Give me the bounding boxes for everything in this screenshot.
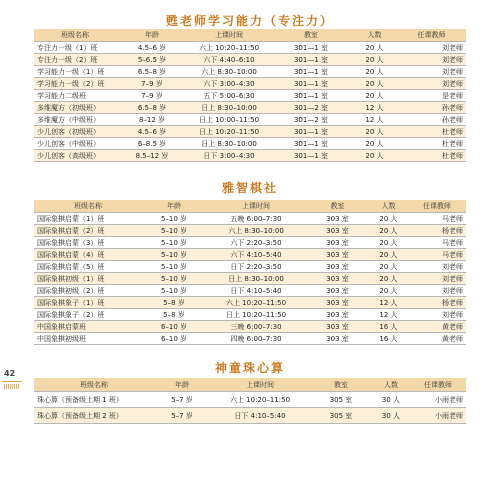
table-cell: 国际象棋启蒙（5）班 bbox=[34, 261, 142, 273]
table-row bbox=[34, 213, 466, 225]
table-cell: 六上 8:30–10:00 bbox=[206, 225, 306, 237]
table-cell: 日上 8:30–10:00 bbox=[206, 273, 306, 285]
table-cell: 5–10 岁 bbox=[142, 261, 206, 273]
table-cell: 国际象棋初级（1）班 bbox=[34, 273, 142, 285]
page-number-rule bbox=[2, 381, 22, 382]
table-cell: 少儿创客（高级班） bbox=[34, 150, 116, 162]
table-cell: 刘老师 bbox=[397, 78, 466, 90]
table-cell: 六下 4:40–6:10 bbox=[188, 54, 270, 66]
table-cell: 20 人 bbox=[369, 213, 408, 225]
table-cell: 马老师 bbox=[408, 237, 466, 249]
table-cell: 5–10 岁 bbox=[142, 249, 206, 261]
column-header: 年龄 bbox=[116, 29, 188, 42]
table-cell: 日上 10:00–11:50 bbox=[188, 114, 270, 126]
section-title-chess: 雅智棋社 bbox=[221, 181, 278, 195]
table-row bbox=[34, 285, 466, 297]
table-cell: 301—1 室 bbox=[270, 126, 352, 138]
table-cell: 六上 10:20–11:50 bbox=[206, 297, 306, 309]
table-cell: 6.5–8 岁 bbox=[116, 102, 188, 114]
table-cell: 303 室 bbox=[306, 273, 369, 285]
table-cell: 刘老师 bbox=[408, 273, 466, 285]
table-cell: 马老师 bbox=[408, 249, 466, 261]
table-cell: 国际象棋启蒙（3）班 bbox=[34, 237, 142, 249]
column-header: 人数 bbox=[372, 378, 410, 392]
table-row bbox=[34, 237, 466, 249]
table-row bbox=[34, 273, 466, 285]
table-cell: 专注力一级（2）班 bbox=[34, 54, 116, 66]
table-cell: 6.5–8 岁 bbox=[116, 66, 188, 78]
table-row bbox=[34, 261, 466, 273]
table-cell: 刘老师 bbox=[397, 66, 466, 78]
table-cell: 杜老师 bbox=[397, 138, 466, 150]
table-cell: 303 室 bbox=[306, 225, 369, 237]
table-cell: 国际象棋象子（1）班 bbox=[34, 297, 142, 309]
column-header: 年龄 bbox=[142, 200, 206, 213]
column-header: 教室 bbox=[310, 378, 372, 392]
column-header: 任课教师 bbox=[397, 29, 466, 42]
table-cell: 6–10 岁 bbox=[142, 321, 206, 333]
table-cell: 刘老师 bbox=[397, 54, 466, 66]
table-cell: 刘老师 bbox=[408, 261, 466, 273]
table-cell: 20 人 bbox=[352, 90, 397, 102]
table-cell: 303 室 bbox=[306, 237, 369, 249]
table-header-row bbox=[34, 200, 466, 213]
table-cell: 12 人 bbox=[369, 309, 408, 321]
table-cell: 5–10 岁 bbox=[142, 213, 206, 225]
table-cell: 20 人 bbox=[352, 78, 397, 90]
table-row bbox=[34, 392, 466, 408]
table-cell: 多维魔方（中级班） bbox=[34, 114, 116, 126]
section-title-abacus: 神童珠心算 bbox=[214, 361, 285, 375]
table-cell: 301—1 室 bbox=[270, 42, 352, 54]
table-row bbox=[34, 225, 466, 237]
table-cell: 5–10 岁 bbox=[142, 237, 206, 249]
table-cell: 小雨老师 bbox=[410, 408, 466, 424]
table-cell: 6–8.5 岁 bbox=[116, 138, 188, 150]
table-cell: 301—2 室 bbox=[270, 114, 352, 126]
table-cell: 杨老师 bbox=[408, 225, 466, 237]
table-cell: 20 人 bbox=[369, 261, 408, 273]
table-cell: 30 人 bbox=[372, 392, 410, 408]
table-cell: 日上 10:20–11:50 bbox=[188, 126, 270, 138]
table-cell: 孙老师 bbox=[397, 102, 466, 114]
table-cell: 301—1 室 bbox=[270, 90, 352, 102]
table-cell: 六下 3:00–4:30 bbox=[188, 78, 270, 90]
table-cell: 马老师 bbox=[408, 213, 466, 225]
table-cell: 301—1 室 bbox=[270, 138, 352, 150]
table-row bbox=[34, 249, 466, 261]
table-cell: 5–10 岁 bbox=[142, 285, 206, 297]
table-cell: 5–6.5 岁 bbox=[116, 54, 188, 66]
table-cell: 中国象棋初级班 bbox=[34, 333, 142, 345]
table-cell: 六上 10:20–11:50 bbox=[188, 42, 270, 54]
table-cell: 国际象棋启蒙（1）班 bbox=[34, 213, 142, 225]
schedule-table-abacus bbox=[34, 378, 466, 424]
table-cell: 4.5–6 岁 bbox=[116, 42, 188, 54]
column-header: 班级名称 bbox=[34, 378, 154, 392]
table-row bbox=[34, 408, 466, 424]
page-number: 42 bbox=[4, 369, 16, 378]
table-row bbox=[34, 150, 466, 162]
table-cell: 5–8 岁 bbox=[142, 309, 206, 321]
table-row bbox=[34, 42, 466, 54]
table-cell: 20 人 bbox=[352, 150, 397, 162]
table-cell: 国际象棋启蒙（2）班 bbox=[34, 225, 142, 237]
table-cell: 六上 8:30–10:00 bbox=[188, 66, 270, 78]
table-cell: 5–10 岁 bbox=[142, 225, 206, 237]
table-cell: 20 人 bbox=[369, 237, 408, 249]
table-cell: 303 室 bbox=[306, 309, 369, 321]
table-cell: 刘老师 bbox=[397, 42, 466, 54]
table-cell: 三晚 6:00–7:30 bbox=[206, 321, 306, 333]
section-title-focus: 甦老师学习能力（专注力） bbox=[165, 14, 334, 28]
table-cell: 303 室 bbox=[306, 249, 369, 261]
table-cell: 305 室 bbox=[310, 408, 372, 424]
table-cell: 5–8 岁 bbox=[142, 297, 206, 309]
table-cell: 四晚 6:00–7:30 bbox=[206, 333, 306, 345]
column-header: 任课教师 bbox=[410, 378, 466, 392]
table-cell: 303 室 bbox=[306, 285, 369, 297]
table-cell: 多维魔方（初级班） bbox=[34, 102, 116, 114]
table-cell: 5–7 岁 bbox=[154, 408, 210, 424]
table-cell: 六上 10:20–11:50 bbox=[210, 392, 310, 408]
table-cell: 日下 2:20–3:50 bbox=[206, 261, 306, 273]
table-cell: 六下 4:10–5:40 bbox=[206, 249, 306, 261]
table-row bbox=[34, 54, 466, 66]
column-header: 人数 bbox=[352, 29, 397, 42]
side-decoration bbox=[4, 384, 20, 389]
table-cell: 五下 5:00–6:30 bbox=[188, 90, 270, 102]
table-cell: 301—1 室 bbox=[270, 78, 352, 90]
column-header: 上课时间 bbox=[206, 200, 306, 213]
table-cell: 杜老师 bbox=[397, 150, 466, 162]
column-header: 教室 bbox=[270, 29, 352, 42]
table-row bbox=[34, 114, 466, 126]
table-row bbox=[34, 321, 466, 333]
table-cell: 杜老师 bbox=[397, 126, 466, 138]
table-cell: 少儿创客（中级班） bbox=[34, 138, 116, 150]
table-cell: 303 室 bbox=[306, 321, 369, 333]
column-header: 上课时间 bbox=[188, 29, 270, 42]
table-cell: 303 室 bbox=[306, 333, 369, 345]
table-row bbox=[34, 66, 466, 78]
schedule-table-focus bbox=[34, 29, 466, 162]
table-cell: 日上 10:20–11:50 bbox=[206, 309, 306, 321]
table-cell: 20 人 bbox=[369, 249, 408, 261]
table-cell: 303 室 bbox=[306, 213, 369, 225]
column-header: 班级名称 bbox=[34, 29, 116, 42]
table-cell: 5–7 岁 bbox=[154, 392, 210, 408]
table-cell: 8.5–12 岁 bbox=[116, 150, 188, 162]
table-cell: 301—1 室 bbox=[270, 150, 352, 162]
table-cell: 4.5–6 岁 bbox=[116, 126, 188, 138]
column-header: 人数 bbox=[369, 200, 408, 213]
table-cell: 301—1 室 bbox=[270, 54, 352, 66]
table-cell: 8–12 岁 bbox=[116, 114, 188, 126]
table-cell: 中国象棋启蒙班 bbox=[34, 321, 142, 333]
schedule-table-chess bbox=[34, 200, 466, 345]
column-header: 任课教师 bbox=[408, 200, 466, 213]
table-row bbox=[34, 138, 466, 150]
column-header: 年龄 bbox=[154, 378, 210, 392]
table-cell: 16 人 bbox=[369, 333, 408, 345]
table-cell: 20 人 bbox=[369, 225, 408, 237]
table-cell: 刘老师 bbox=[408, 309, 466, 321]
table-cell: 303 室 bbox=[306, 297, 369, 309]
table-cell: 珠心算（预备级上期 2 班） bbox=[34, 408, 154, 424]
table-cell: 黄老师 bbox=[408, 333, 466, 345]
table-cell: 301—1 室 bbox=[270, 66, 352, 78]
table-cell: 日上 8:30–10:00 bbox=[188, 138, 270, 150]
table-cell: 六下 2:20–3:50 bbox=[206, 237, 306, 249]
table-cell: 5–10 岁 bbox=[142, 273, 206, 285]
table-cell: 12 人 bbox=[352, 102, 397, 114]
table-row bbox=[34, 126, 466, 138]
column-header: 上课时间 bbox=[210, 378, 310, 392]
table-cell: 日下 3:00–4:30 bbox=[188, 150, 270, 162]
table-cell: 五晚 6:00–7:30 bbox=[206, 213, 306, 225]
table-row bbox=[34, 90, 466, 102]
table-cell: 杨老师 bbox=[408, 297, 466, 309]
table-row bbox=[34, 78, 466, 90]
table-cell: 小雨老师 bbox=[410, 392, 466, 408]
table-cell: 刘老师 bbox=[408, 285, 466, 297]
table-cell: 珠心算（预备级上期 1 班） bbox=[34, 392, 154, 408]
table-cell: 黄老师 bbox=[408, 321, 466, 333]
table-cell: 学习能力一级（2）班 bbox=[34, 78, 116, 90]
table-cell: 30 人 bbox=[372, 408, 410, 424]
table-cell: 20 人 bbox=[369, 285, 408, 297]
table-cell: 20 人 bbox=[369, 273, 408, 285]
table-cell: 7–9 岁 bbox=[116, 78, 188, 90]
table-cell: 303 室 bbox=[306, 261, 369, 273]
table-cell: 12 人 bbox=[369, 297, 408, 309]
table-row bbox=[34, 297, 466, 309]
table-row bbox=[34, 102, 466, 114]
table-cell: 学习能力一级（1）班 bbox=[34, 66, 116, 78]
table-cell: 7–9 岁 bbox=[116, 90, 188, 102]
table-cell: 20 人 bbox=[352, 138, 397, 150]
table-cell: 学习能力二级班 bbox=[34, 90, 116, 102]
column-header: 班级名称 bbox=[34, 200, 142, 213]
table-cell: 少儿创客（初级班） bbox=[34, 126, 116, 138]
table-cell: 国际象棋启蒙（4）班 bbox=[34, 249, 142, 261]
table-row bbox=[34, 309, 466, 321]
column-header: 教室 bbox=[306, 200, 369, 213]
table-cell: 6–10 岁 bbox=[142, 333, 206, 345]
table-cell: 日下 4:10–5:40 bbox=[210, 408, 310, 424]
table-cell: 20 人 bbox=[352, 66, 397, 78]
table-cell: 305 室 bbox=[310, 392, 372, 408]
table-header-row bbox=[34, 378, 466, 392]
table-cell: 20 人 bbox=[352, 126, 397, 138]
table-cell: 日下 4:10–5:40 bbox=[206, 285, 306, 297]
table-cell: 国际象棋象子（2）班 bbox=[34, 309, 142, 321]
table-cell: 301—2 室 bbox=[270, 102, 352, 114]
table-cell: 国际象棋初级（2）班 bbox=[34, 285, 142, 297]
table-cell: 日上 8:30–10:00 bbox=[188, 102, 270, 114]
table-cell: 20 人 bbox=[352, 42, 397, 54]
table-cell: 16 人 bbox=[369, 321, 408, 333]
table-cell: 孙老师 bbox=[397, 114, 466, 126]
table-cell: 12 人 bbox=[352, 114, 397, 126]
table-row bbox=[34, 333, 466, 345]
table-cell: 专注力一级（1）班 bbox=[34, 42, 116, 54]
table-cell: 是老师 bbox=[397, 90, 466, 102]
table-header-row bbox=[34, 29, 466, 42]
table-cell: 20 人 bbox=[352, 54, 397, 66]
